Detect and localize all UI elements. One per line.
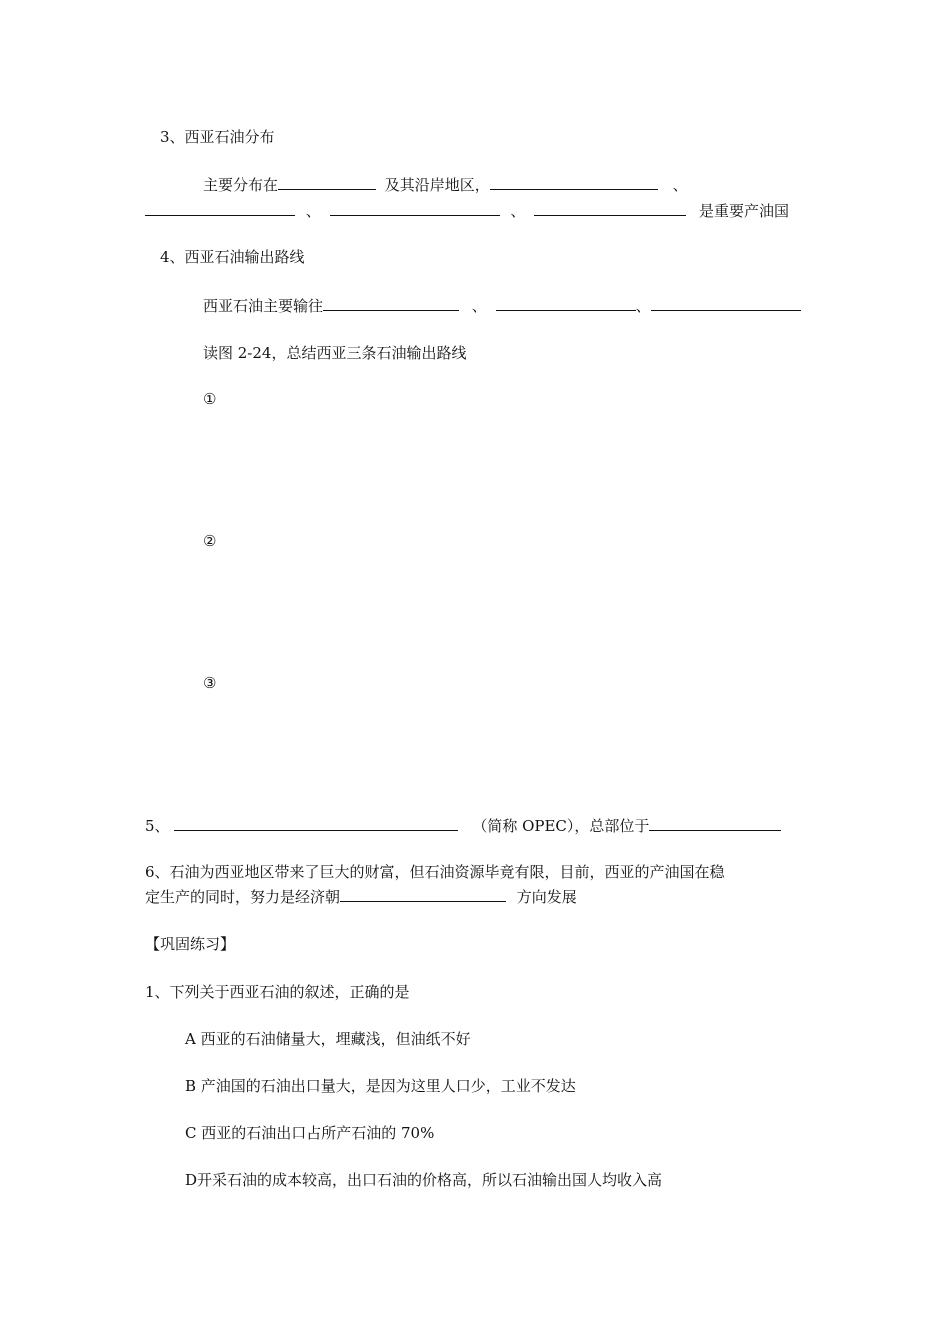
route-marker-1: ① — [203, 390, 217, 408]
blank-sea[interactable] — [278, 174, 376, 190]
option-b[interactable]: B 产油国的石油出口量大，是因为这里人口少，工业不发达 — [185, 1077, 576, 1095]
blank-organization-name[interactable] — [174, 815, 458, 831]
section-3-line-1 — [203, 174, 688, 195]
blank-development-direction[interactable] — [340, 886, 506, 902]
blank-destination-3[interactable] — [651, 295, 801, 311]
question-1: 1、下列关于西亚石油的叙述，正确的是 — [145, 983, 410, 1001]
practice-heading: 【巩固练习】 — [145, 935, 236, 953]
separator: 、 — [305, 202, 321, 220]
section-3-line-2 — [145, 200, 789, 221]
option-a[interactable]: A 西亚的石油储量大，埋藏浅，但油纸不好 — [185, 1030, 471, 1048]
section-4-export-line — [203, 295, 801, 316]
label-abbreviation-hq: （简称 OPEC），总部位于 — [472, 817, 650, 835]
option-d[interactable]: D开采石油的成本较高，出口石油的价格高，所以石油输出国人均收入高 — [185, 1171, 663, 1189]
read-map-instruction: 读图 2-24，总结西亚三条石油输出路线 — [203, 344, 467, 362]
blank-headquarters[interactable] — [649, 815, 781, 831]
section-3-heading: 3、西亚石油分布 — [160, 128, 275, 146]
route-marker-2: ② — [203, 532, 217, 550]
blank-country-1[interactable] — [490, 174, 658, 190]
label-develop: 方向发展 — [516, 888, 577, 906]
section-4-heading: 4、西亚石油输出路线 — [160, 248, 305, 266]
blank-country-4[interactable] — [534, 200, 686, 216]
section-5-line — [145, 815, 781, 836]
label-major-producers: 是重要产油国 — [698, 202, 789, 220]
separator: 、 — [510, 202, 526, 220]
blank-country-2[interactable] — [145, 200, 295, 216]
section-5-number: 5、 — [145, 817, 170, 835]
blank-destination-1[interactable] — [323, 295, 459, 311]
route-marker-3: ③ — [203, 674, 217, 692]
option-c[interactable]: C 西亚的石油出口占所产石油的 70% — [185, 1124, 435, 1142]
separator: 、 — [471, 297, 487, 315]
label-export-to: 西亚石油主要输往 — [203, 297, 324, 315]
section-6-line-1: 6、石油为西亚地区带来了巨大的财富，但石油资源毕竟有限，目前，西亚的产油国在稳 — [145, 863, 725, 881]
label-distributed-in: 主要分布在 — [203, 176, 279, 194]
blank-destination-2[interactable] — [496, 295, 636, 311]
blank-country-3[interactable] — [330, 200, 500, 216]
label-economy-direction: 定生产的同时，努力是经济朝 — [145, 888, 341, 906]
label-coastal-area: 及其沿岸地区， — [384, 176, 490, 194]
separator: 、 — [672, 176, 688, 194]
separator: 、 — [635, 297, 651, 315]
section-6-line-2 — [145, 886, 577, 907]
